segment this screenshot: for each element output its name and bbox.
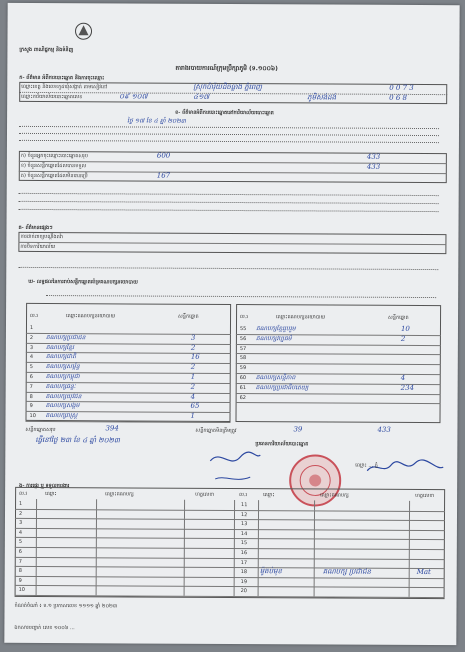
section-d-title: ឃ- លទ្ធផលនៃការរាប់សន្លឹកឆ្នោតគាំទ្រគណបក្សនយោបាយ xyxy=(28,278,138,286)
b-row1-label: ក) ចំនួនអ្នកចុះឈ្មោះបោះឆ្នោតសរុប xyxy=(20,152,88,160)
row-number: 1 xyxy=(19,500,23,507)
e-col-sign-right: ហត្ថលេខា xyxy=(415,492,435,500)
e-col-sign: ហត្ថលេខា xyxy=(195,491,215,498)
total-right: 433 xyxy=(377,425,391,434)
total-left-label: សន្លឹកឆ្នោតសរុប xyxy=(25,426,56,434)
table-row xyxy=(15,585,445,598)
row-number: 10 xyxy=(18,587,25,594)
row-number: 60 xyxy=(239,375,247,382)
row-number: 9 xyxy=(29,403,33,410)
party-name: គណបក្សសម្ព័ន្ធ xyxy=(45,363,80,371)
b-row3-label: គ) ចំនួនសន្លឹកឆ្នោតដែលមិនបានប្រើ xyxy=(20,172,88,180)
b-row2-label: ខ) ចំនួនសន្លឹកឆ្នោតដែលបានទទួល xyxy=(20,162,87,170)
c-row1: ការដាក់ពាក្យបណ្តឹងតវ៉ា xyxy=(20,233,63,241)
vote-count: 1 xyxy=(190,411,196,420)
row-number: 1 xyxy=(29,324,34,331)
vote-count: 4 xyxy=(400,373,406,382)
row-number: 7 xyxy=(29,383,33,390)
vote-count: 234 xyxy=(400,383,415,392)
emblem-icon xyxy=(72,21,94,41)
total-mid-label: សន្លឹកឆ្នោតមិនត្រឹមត្រូវ xyxy=(195,427,237,435)
row-number: 19 xyxy=(240,578,248,585)
total-left: 394 xyxy=(105,424,119,433)
row-number: 56 xyxy=(239,335,247,342)
party-name: គណបក្សឆន្ទៈ xyxy=(45,382,76,390)
party-name: គណបក្សវប្បធម៌ xyxy=(255,334,292,343)
party-name: គណបក្សរាស្ត្រ xyxy=(45,412,78,420)
d-col-party: ឈ្មោះគណបក្សនយោបាយ xyxy=(66,313,116,320)
vote-count: 10 xyxy=(400,324,410,333)
row-number: 10 xyxy=(29,413,36,420)
total-mid: 39 xyxy=(293,425,303,434)
grid-line xyxy=(15,585,410,597)
row-number: 15 xyxy=(240,540,248,547)
e-hw-party: គណបក្ស ប្រជាជន xyxy=(322,567,371,576)
row-number: 59 xyxy=(239,365,247,372)
d-col-no: ល.រ xyxy=(30,312,38,319)
vote-count: 4 xyxy=(190,392,196,401)
row-number: 5 xyxy=(18,539,23,546)
row-number: 55 xyxy=(239,326,247,333)
party-name: គណបក្សខ្មែររួបរួម xyxy=(255,325,296,333)
party-name: គណបក្សប្រជាជន xyxy=(45,333,86,342)
section-c-title: គ- ព័ត៌មានផ្សេងៗ xyxy=(18,224,53,232)
row-number: 14 xyxy=(240,530,248,537)
row-number: 20 xyxy=(240,588,247,595)
row-number: 17 xyxy=(240,559,248,566)
line2-code: 0 6 8 xyxy=(389,93,408,102)
signature-left-icon xyxy=(205,449,265,489)
row-number: 2 xyxy=(29,334,34,341)
party-name: គណបក្សខ្មែរ xyxy=(45,343,75,351)
section-b-date: ថ្ងៃ ១៧ ខែ ៤ ឆ្នាំ ២០២៣ xyxy=(127,117,186,125)
vote-count: 65 xyxy=(190,402,200,411)
row-number: 3 xyxy=(29,344,34,351)
e-col-party: ឈ្មោះគណបក្ស xyxy=(105,491,134,498)
row-number: 58 xyxy=(239,355,247,362)
row-number: 13 xyxy=(240,521,248,528)
table-row xyxy=(25,411,230,423)
party-name: គណបក្សសង្គម xyxy=(45,402,80,410)
row-number: 11 xyxy=(241,502,248,509)
e-hw-name: ម៉ូតប់មុខ xyxy=(259,567,282,576)
row-number: 61 xyxy=(239,384,247,391)
vote-count: 1 xyxy=(190,372,196,381)
line1-code: 0 0 7 3 xyxy=(389,83,414,92)
party-name: គណបក្សជាតិ xyxy=(45,353,76,361)
footer-note1: កំណត់ចំណាំ ៖ ទ.១ ប្រកាសលេខ ១១១១ ឆ្នាំ ២០២៣ xyxy=(14,602,118,610)
vote-count: 16 xyxy=(190,353,200,362)
row-number: 3 xyxy=(18,520,23,527)
line1-value: ស្រុកប៉ារ៉ុយដិចធ្លាង ភ្នំពេញ xyxy=(193,82,263,92)
document-sheet xyxy=(4,3,459,645)
section-b-title: ខ- ព័ត៌មានអំពីការបោះឆ្នោតនៅការិយាល័យបោះឆ្នោត xyxy=(175,109,274,117)
row-number: 4 xyxy=(29,354,34,361)
line2-num: ៤១៧ xyxy=(193,92,210,101)
sign-label: ប្រធានការិយាល័យបោះឆ្នោត xyxy=(255,441,309,448)
row-number: 8 xyxy=(18,568,22,575)
row-number: 12 xyxy=(240,511,248,518)
vote-count: 2 xyxy=(190,343,196,352)
vote-count: 2 xyxy=(190,362,196,371)
party-name: គណបក្សយុវជន xyxy=(45,392,82,400)
line2-label: ឈ្មោះការិយាល័យបោះឆ្នោតលេខ xyxy=(21,93,83,101)
row-number: 62 xyxy=(239,394,247,401)
row-number: 6 xyxy=(18,548,23,555)
d-col-votes-right: សន្លឹកឆ្នោត xyxy=(388,314,409,321)
vote-count: 2 xyxy=(190,382,196,391)
line1-label: ឈ្មោះខេត្ត និងលេខកូដឃុំសង្កាត់ តាមសៀវភៅ xyxy=(21,83,108,91)
footer-note2: ឯកសារបញ្ជាក់ លេខ ១០០៦ ... xyxy=(14,624,75,632)
section-e-title: ង- ការផ្ទេរ ឬ ទទួលការងារ xyxy=(19,482,70,490)
b-row1-value: 600 xyxy=(156,151,171,160)
e-col-no: ល.រ xyxy=(19,490,28,497)
party-name: គណបក្សសន្តិភាព xyxy=(255,374,296,382)
party-name: គណបក្សប្រជាធិបតេយ្យ xyxy=(255,383,309,392)
vote-count: 2 xyxy=(400,334,406,343)
line2-place: ភូមិសង់ដង់ xyxy=(307,93,337,102)
section-a-title: ក- ព័ត៌មាន អំពីការបោះឆ្នោត និងការចុះឈ្មោះ xyxy=(19,74,105,82)
e-hw-sign: Mat xyxy=(416,567,431,577)
table-row xyxy=(236,393,441,405)
line2-value: ០៩ ១០៧ xyxy=(119,92,148,101)
d-col-party-right: ឈ្មោះគណបក្សនយោបាយ xyxy=(276,314,326,321)
vote-count: 3 xyxy=(190,333,196,342)
b-row3-value: 167 xyxy=(156,171,171,180)
d-col-no-right: ល.រ xyxy=(240,314,248,321)
b-row2-right: 433 xyxy=(366,162,381,171)
doc-title: តារាងរបាយការណ៍ក្រុមប្រឹក្សាភូមិ (ទ.១០០៦) xyxy=(175,64,278,73)
b-row1-right: 433 xyxy=(366,152,381,161)
row-number: 9 xyxy=(18,577,22,584)
section-d-date: ធ្វើនៅថ្ងៃ ២៣ ខែ ៤ ឆ្នាំ ២០២៣ xyxy=(35,435,120,445)
d-col-votes: សន្លឹកឆ្នោត xyxy=(178,313,199,320)
party-name: គណបក្សកម្ពុជា xyxy=(45,373,80,381)
row-number: 8 xyxy=(29,393,33,400)
row-number: 2 xyxy=(18,510,23,517)
org-line: ក្រសួង ពាណិជ្ជកម្ម និងទំនិញ xyxy=(19,46,74,54)
sign-name: ឈ្មោះ ... ភ្នំ xyxy=(355,462,378,469)
e-col-name: ឈ្មោះ xyxy=(45,491,57,498)
row-number: 57 xyxy=(239,345,247,352)
row-number: 18 xyxy=(240,569,248,576)
c-row2: ការបិទការិយាល័យ xyxy=(20,243,56,251)
row-number: 16 xyxy=(240,550,248,557)
row-number: 6 xyxy=(29,373,33,380)
row-number: 5 xyxy=(29,364,33,371)
e-col-no-right: ល.រ xyxy=(239,492,248,499)
row-number: 4 xyxy=(18,529,23,536)
e-col-name-right: ឈ្មោះ xyxy=(263,492,275,499)
e-col-party-right: ឈ្មោះគណបក្ស xyxy=(320,492,349,499)
row-number: 7 xyxy=(18,558,22,565)
